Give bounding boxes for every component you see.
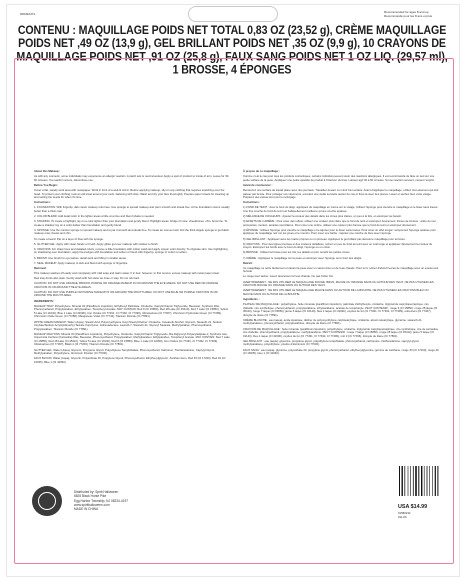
- paragraph: Red stay-hunts also stain. Gently wash with hot water as rinse or stay. Do not rub hard.: [34, 277, 140, 281]
- section-heading: Instructions :: [243, 201, 261, 205]
- barcode-bar: [421, 466, 422, 496]
- paragraph: 4) ÉPONGE : Utilisez l'éponge pour étendre le maquillage et le tapoter pour le lisser sans traces. Pour créer un effet inégal : tamponnez l'éponge épaisse pour appliquer du maquillage noir sur les joues et le menton. Pour créer une barbe : tapotez une couche de bleu avec l'éponge.: [243, 228, 436, 236]
- barcode-bar: [402, 466, 403, 496]
- item-code: 000492474: [20, 12, 36, 16]
- age-notice-fr: Recommandé pour les 8 ans et plus: [384, 14, 433, 18]
- hang-tab-hole-icon: [188, 6, 278, 22]
- paragraph: 6) BROSSE : Utilisez la brosse pour les cils, les détails et pour remplir les petites zones.: [243, 251, 351, 255]
- paragraph: 6. CRAYONS: For sharp lines and detailed colors, remove a little foundation with cotton swab and apply crayon color directly. To originate skin: Use highlighting on shadowing over foundation, apply lined edges with foundation and soften or blend with fingertip, sponge or cotton to soften.: [34, 247, 228, 255]
- paragraph: CAUTION: DO NOT USE PURPLE OR PURPLE MAKEUP IN OR AROUND THE MOUTH AREA. DO NOT USE BLUE OR PURPLE CRAYONS IN OR AROUND THE MOUTH AREA.: [34, 290, 218, 298]
- section-heading: À propos de ce maquillage :: [243, 170, 280, 173]
- section-heading: Avant de commencer :: [243, 183, 273, 187]
- section-heading: About this Makeup:: [34, 170, 60, 173]
- paragraph: 2) MÉLANGE DE COULEURS : Ajoutez la couleur des détails dans les zones plus claires, un peu à la fois, et estompez au besoin.: [243, 215, 402, 219]
- paragraph: AVERTISSEMENT : NE PAS UTILISER LE MAQUILLAGE ROUGE, BRUN, MAUVE OU ORANGE DANS OU AUTOUR DES YEUX. NE PAS UTILISER LES CRAYONS ROUGE OU ORANGE DANS OU AUTOUR DES YEUX.: [243, 280, 434, 288]
- paragraph: 3. SHADING: To create a highlight, lay on a color lighter than your foundation and gently blend. Highlight areas: bridge of nose, cheekbones, chin, brow line. To create a shadow, lay on a color darker than foundation and gently blend.: [34, 220, 228, 227]
- barcode-bar: [404, 466, 405, 496]
- paragraph: 1) FOND DE TEINT : Avec le bout du doigt, appliquez du maquillage en crème sur le visage. Utilisez l'éponge pour étendre le maquillage et le lisser sans traces. Une fine couche de fond de teint est habituellement meilleure qu'une couche épaisse.: [243, 206, 439, 213]
- instructions-column-english: [34, 170, 230, 366]
- paragraph: FAUX BLOOD: Water (Aqua), Glycerin, Polysorbate 20, Propylene Glycol, Phenoxyethanol, Ethylhexylglycerin, Xanthan Gum, Red 33 (CI 17200), Red 40 (CI 16035), Blue 1 (CI 42090).: [34, 357, 226, 364]
- paragraph: To create a beard: Pat on a layer of blue with the sponge.: [34, 237, 104, 241]
- barcode-bar: [427, 466, 428, 496]
- section-heading: Before You Begin:: [34, 183, 58, 187]
- paragraph: FAUX SANG : eau (aqua), glycérine, polysorbate 20, propylène glycol, phénoxyéthanol, éthylhexylglycérine, gomme de xanthane, rouge 33 (CI 17200), rouge 40 (CI 16035), bleu 1 (CI 42090).: [243, 348, 439, 356]
- section-heading: Ingrédients :: [243, 298, 260, 301]
- paragraph: CRÈME BLANCHE : eau (aqua), acide stéarique, diéther de polyoxyéthylène cétylstéarylique, ozokérite, alcool cétéarylique, glycérine, stéareth-21, méthylparabène, phénoxyéthanol, propylparabène, dioxyde de titane (CI 77891).: [243, 318, 423, 326]
- bottom-info-strip: [14, 486, 452, 558]
- paragraph: Ce maquillage se retire facilement en lavant la peau avec un savon doux et de l'eau chaude. Pour le lit, retirez d'abord l'excès de maquillage avec un essuie-tout humide.: [243, 266, 439, 274]
- paragraph: Le rouge peut tacher. Lavez doucement à l'eau chaude. Ne pas frotter fort.: [243, 275, 334, 279]
- instructions-column-french: [243, 170, 439, 357]
- section-heading: Removal:: [34, 266, 47, 270]
- section-heading: INGREDIENTS:: [34, 299, 54, 303]
- paragraph: 3) EFFETS DE LUMIÈRE : Pour créer des reflets, utilisez une couleur plus claire que le fond de teint et estompez doucement. Zones de lumière : arête du nez, pommettes, menton, arcades sourcilières. Pour créer une ombre, utilisez une couleur plus foncée que le fond de teint et estompez doucement.: [243, 220, 437, 227]
- paragraph: PLATEAU DE MAQUILLAGE : polyéthylène, huile minérale (paraffinum liquidum), palmitate d'éthylhexyle, ozokérite, triglycéride caprylique/caprique, cire d'abeille, cire synthétique, phénoxyéthanol, propylparabène, éthylparabène, acétate de tocophéryle. PEUT CONTENIR : rouge 6 (CI 15850), rouge 28 laque (CI 45410), rouge 7 laque (CI 15850), jaune 5 laque (CI 19140), bleu 1 laque (CI 42090), oxydes de fer (CI 77491, CI 77492, CI 77499), outremers (CI 77007), dioxyde de titane (CI 77891).: [243, 303, 438, 317]
- barcode-bar: [432, 466, 433, 496]
- barcode-bar: [429, 466, 430, 496]
- paragraph: Comme c'est le cas pour tous les produits cosmétiques, certains individus peuvent avoir des réactions allergiques. Il est recommandé de faire un test sur une petite surface de la peau. Appliquez une petite quantité de produit à l'intérieur du bras. Laissez agir 30 à 60 minutes. Si une réaction survient, cessez l'emploi.: [243, 175, 435, 182]
- paragraph: GEL BRILLANT : eau (aqua), glycérine, propylène glycol, polyéthylène téréphtalate, phénoxyéthanol, carbomère, triéthanolamine, caprylyl glycol, méthylparabène, polyéthylène, poudre d'aluminium (CI 77000).: [243, 339, 420, 347]
- distributor-line: 6826 Black Horse Pike: [74, 494, 107, 499]
- paragraph: 6) CRAYONS : Pour des lignes précises et des couleurs détaillées, retirez un peu de fond de teint avec un coton-tige et appliquez directement la couleur du crayon. Estompez les bords avec le bout du doigt, l'éponge ou un coton.: [243, 242, 433, 250]
- barcode-bar: [418, 466, 419, 496]
- contents-headline: CONTENU : MAQUILLAGE POIDS NET TOTAL 0,83 OZ (23,52 g), CRÈME MAQUILLAGE POIDS NET ,49 OZ (13,9 g), GEL BRILLANT POIDS NET ,35 OZ (9,9 g), 10 CRAYONS DE MAQUILLAGE POIDS NET ,91 OZ (25,8 g), FAUX SANG POIDS NET 1 OZ LIQ. (29,57 ml), 1 BROSSE, 4 ÉPONGES: [16, 24, 448, 77]
- distributor-line: Egg Harbor Township, NJ 08234-4197: [74, 498, 128, 503]
- paragraph: MAKEUP CRAYONS: Mineral Oil (Paraffinum Liquidum), Polyethylene, Ozokerite, Caprylic/Capric Triglyceride, Bis-Diglyceryl Polyacyladipate-2, Synthetic wax, Copernicia Cerifera (Carnauba) Wax, Beeswax, Phenoxyethanol, Propylparaben, Methylparaben, Ethylparaben, Tocopheryl Acetate. MAY CONTAIN: Red 7 Lake (CI 15850), Red 28 Lake (CI 45410), Yellow 5 Lake (CI 19140), Red 6 (CI 15850), Blue 1 Lake (CI 42090), Iron Oxides (CI 77491, CI 77492, CI 77499), Ultramarines (CI 77007), Black 2 (CI 77266), Titanium Dioxide (CI 77891).: [34, 332, 230, 347]
- distributor-info: [74, 490, 128, 511]
- paragraph: 5) GEL BRILLANT : Appliquez avec les mains propres ou un pinceau. Appliquez le gel brillant par-dessus le maquillage pour terminer.: [243, 237, 406, 241]
- paragraph: GLITTER GEL: Water (Aqua), Glycerin, Propylene Glycol, Polyethylene Terephthalate, Phenoxyethanol, Carbomer, Triethanolamine, Caprylyl Glycol, Methylparaben, Polyethylene, Aluminum Powder (CI 77000).: [34, 348, 215, 356]
- barcode-bar: [415, 466, 417, 496]
- paragraph: 7) CRÈME : Appliquez le maquillage sur la peau et estompez avec l'éponge ou le bout des doigts.: [243, 256, 362, 260]
- paragraph: This makeup washes off easily and completely with mild soap and warm water. If in bed, however, to first remove excess makeup with moist paper towel.: [34, 271, 220, 275]
- barcode-bar: [413, 466, 414, 496]
- section-heading: Retrait :: [243, 261, 254, 265]
- barcode-bar: [437, 466, 438, 496]
- paragraph: CRAYONS DE MAQUILLAGE : huile minérale (paraffinum liquidum), polyéthylène, ozokérite, triglycéride caprylique/caprique, cire synthétique, cire de carnauba, cire d'abeille, phénoxyéthanol, propylparabène, méthylparabène. PEUT CONTENIR : rouge 7 laque (CI 15850), rouge 28 laque (CI 45410), jaune 5 laque (CI 19140), bleu 1 laque (CI 42090), oxydes de fer (CI 77491, CI 77492, CI 77499), noir 2 (CI 77266), dioxyde de titane (CI 77891).: [243, 327, 439, 338]
- barcode-bar: [399, 466, 400, 496]
- barcode-icon: [397, 464, 455, 504]
- paragraph: 6. BRUSH: Use brush for eye lashes, detail work and filling in smaller areas.: [34, 256, 127, 260]
- sku-code: 01586234: [398, 511, 411, 515]
- distributor-line: www.spirithalloween.com: [74, 502, 110, 507]
- paragraph: 4. SPONGE: Use the contour sponge to spread makeup and to pat it smooth and streak free. To create an uneven look: Dot the thick stipple sponge to get black makeup onto cheeks and chin.: [34, 228, 229, 236]
- barcode-bar: [424, 466, 425, 496]
- retail-codes: [398, 512, 410, 519]
- barcode-bar: [408, 466, 409, 496]
- section-heading: Instructions:: [34, 201, 51, 205]
- barcode-bar: [435, 466, 436, 496]
- paragraph: 5. GLITTER GEL: Apply with clean hands or brush. Apply glitter gel over makeup with strokes to finish.: [34, 242, 159, 246]
- paragraph: 7. SEAL MAKEUP: Apply makeup to skin and blend with sponge or fingertips.: [34, 261, 129, 265]
- paragraph: CAUTION: DO NOT USE ORANGE, BROWN, PURPLE OR ORANGE MAKEUP IN OR AROUND THE EYE AREAS. DO NOT USE RED OR ORANGE CRAYONS IN OR AROUND THE EYE AREAS.: [34, 282, 219, 289]
- spirit-halloween-logo-icon: [32, 486, 62, 516]
- sub-code: 011-66: [398, 514, 407, 519]
- paragraph: MAKEUP TRAY: Polyethylene, Mineral Oil (Paraffinum Liquidum), Ethylhexyl Palmitate, Ozokerite, Caprylic/Capric Triglyceride, Beeswax, Synthetic Wax, Phenoxyethanol, Propylparaben, Ethylparaben, Tocopheryl Acetate. MAY CONTAIN: Red 6 (CI 15850), Red 28 Lake (CI 45410), Red 7 Lake (CI 15850), Yellow 5 Lake (CI 19140), Blue 1 Lake (CI 42090), Iron Oxides (CI 77491, CI 77492, CI 77499), Ultramarines (CI 77007), Chromium Hydroxide Green (CI 77289), Chromium Oxide Green (CI 77288), Manganese Violet (CI 77742), Titanium Dioxide (CI 77891).: [34, 304, 228, 319]
- paragraph: WHITE CREAM MAKEUP: Water (Aqua), Stearic Acid, Polyoxyethylene Cetyl Stearyl Diether, Ozokerite, Ceteareth Alcohol, Glycerin, Steareth-21, Sodium Acrylate/Sodium Acryloyldimethyl Taurate Copolymer, Isohexadecane, Laureth-7, Steareth-21, Glyceryl Stearate, Methylparaben, Phenoxyethanol, Propylparaben, Titanium Dioxide (CI 77891).: [34, 320, 223, 331]
- paragraph: Cover a flat, steady work area with newspaper. Work in front of a well-lit mirror. Before applying makeup, slip on any clothing that requires stretching over the head. To protect your clothing, tuck an old towel around your neck, fastening with clips. Wash and dry your face thoroughly. Prepare paper towels for cleaning up and setting the seeds for when it's time.: [34, 188, 230, 200]
- paragraph: 1. FOUNDATION: With fingertip, dab cream makeup onto face. Use sponge to spread makeup and pat it smooth and streak free. A fine foundation coat is usually better than a thick coat.: [34, 206, 230, 213]
- paragraph: AVERTISSEMENT : NE PAS UTILISER LE MAQUILLAGE MAUVE DANS OU AUTOUR DE LA BOUCHE. NE PAS UTILISER LES CRAYONS BLEU OU MAUVE DANS OU AUTOUR DE LA BOUCHE.: [243, 289, 429, 296]
- retail-price: USA $14.99: [398, 504, 428, 510]
- barcode-bar: [410, 466, 411, 496]
- paragraph: As with any cosmetic, some individuals may experience an allergic reaction. A patch test is recommended. Apply a spot of product to inside of arm. Leave for 30-60 minutes. If a reaction occurs, discontinue use.: [34, 175, 230, 182]
- age-notice-en: Recommended for ages 8 and up: [384, 10, 429, 14]
- paragraph: 2. COLOR BLEND: Add detail color in the lighter areas a little at a time and blend shade is needed.: [34, 215, 155, 219]
- paragraph: Recouvrez une surface de travail plane avec des journaux. Travaillez devant un miroir bien éclairé. Avant d'appliquer le maquillage, enfilez tout vêtement qui doit passer par la tête. Pour protéger vos vêtements, enroulez une vieille serviette autour du cou et fixez-la avec des pinces. Lavez et séchez bien votre visage. Préparez des essuie-tout pour le nettoyage.: [243, 188, 439, 200]
- distributor-line: MADE IN CHINA: [74, 507, 99, 512]
- distributor-line: Distributed by: Spirit Halloween: [74, 490, 119, 494]
